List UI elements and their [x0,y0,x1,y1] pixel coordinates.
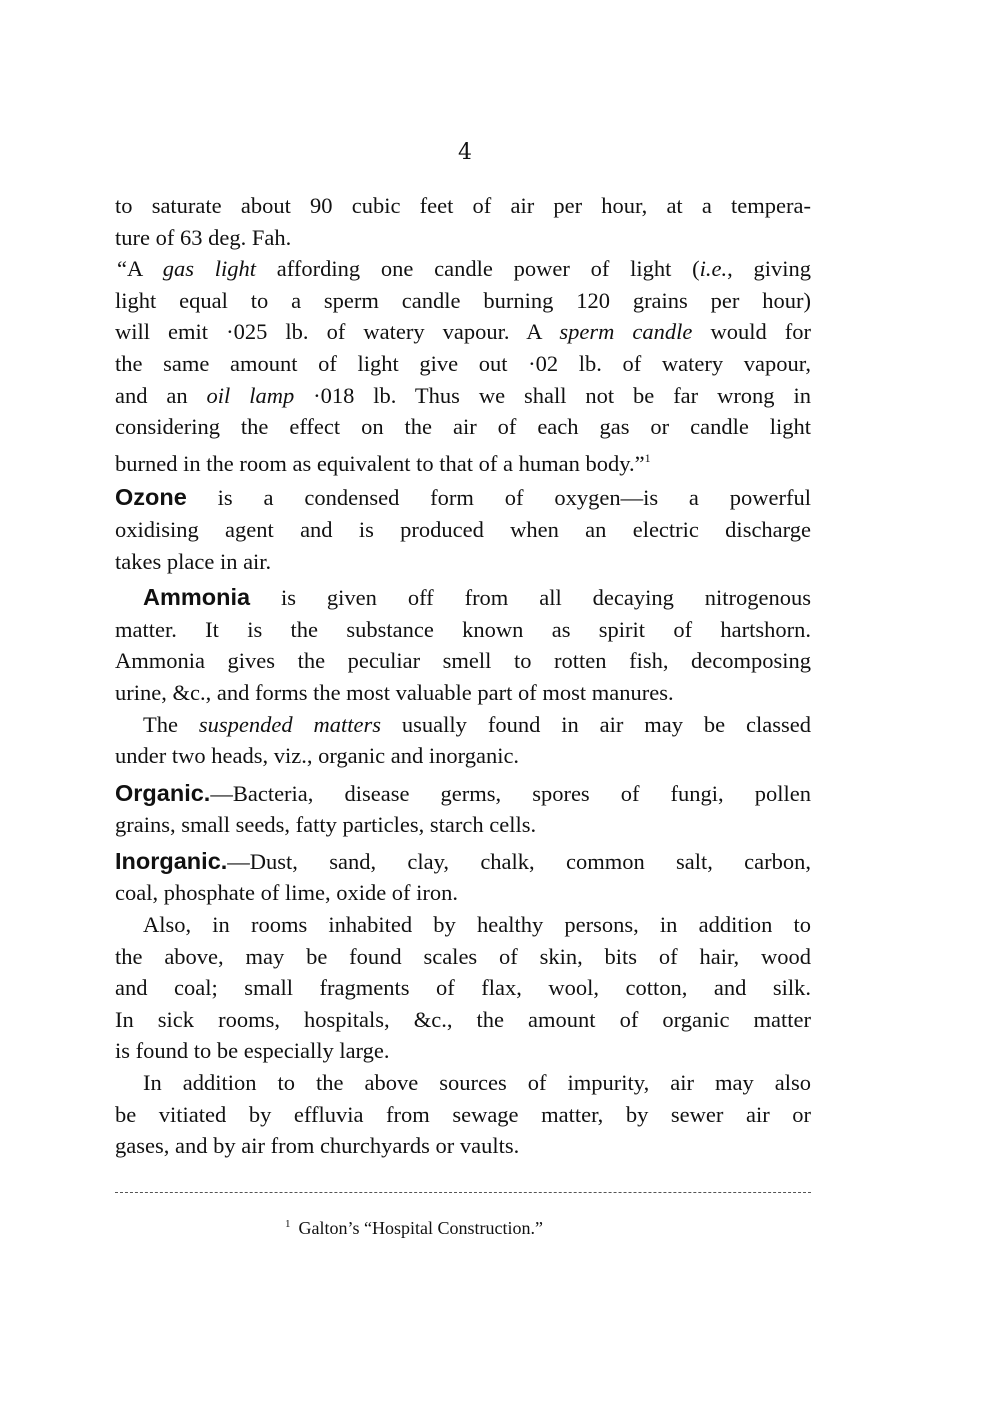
paragraph [115,1067,811,1162]
text-run: —Dust, sand, clay, chalk, common salt, carbon, [227,848,811,874]
text-run: sperm candle [559,319,693,345]
text-run: gases, and by air from churchyards or vaults. [115,1133,520,1159]
text-run: Ammonia gives the peculiar smell to rotten fish, decomposing [115,648,811,674]
text-line [115,190,811,222]
text-run: affording one candle power of light ( [256,256,700,282]
text-run: considering the effect on the air of each gas or candle light [115,414,811,440]
text-line [115,546,811,578]
footnote-divider [115,1192,811,1193]
paragraph [115,482,811,577]
text-line [115,1067,811,1099]
text-run: be vitiated by effluvia from sewage matter, by sewer air or [115,1101,811,1127]
text-line [115,972,811,1004]
text-run: ·018 lb. Thus we shall not be far wrong in [294,382,811,408]
text-line [115,1130,811,1162]
footnote-marker: 1 [285,1218,291,1230]
section-heading: Inorganic. [115,847,228,874]
text-run: and coal; small fragments of flax, wool, cotton, and silk. [115,975,811,1001]
text-run: burned in the room as equivalent to that of a human body.” [115,450,645,476]
footnote [285,1218,543,1239]
text-run: is found to be especially large. [115,1038,390,1064]
text-line [115,222,811,254]
paragraph [115,582,811,708]
text-line [115,1035,811,1067]
text-run: the same amount of light give out ·02 lb. of watery vapour, [115,350,811,376]
text-run: In sick rooms, hospitals, &c., the amount of organic matter [115,1006,811,1032]
text-run: and an [115,382,207,408]
text-line [115,443,811,475]
text-run: , giving [727,256,811,282]
text-run: under two heads, viz., organic and inorganic. [115,743,520,769]
text-run: suspended matters [198,711,382,737]
footnote-text: Galton’s “Hospital Construction.” [298,1218,543,1238]
text-line [115,645,811,677]
paragraph [115,253,811,474]
paragraph [115,778,811,841]
text-line [115,677,811,709]
text-run: Also, in rooms inhabited by healthy persons, in addition to [143,912,811,938]
text-run: is given off from all decaying nitrogenous [250,585,811,611]
text-line [115,809,811,841]
text-run: light equal to a sperm candle burning 120 grains per hour) [115,287,811,313]
footnote-reference: 1 [644,450,651,465]
text-run: matter. It is the substance known as spirit of hartshorn. [115,616,811,642]
text-line [115,846,811,878]
text-line [115,1004,811,1036]
text-line [115,709,811,741]
text-run: will emit ·025 lb. of watery vapour. A [115,319,560,345]
text-line [115,582,811,614]
text-line [115,514,811,546]
page-number: 4 [458,140,472,165]
text-line [115,253,811,285]
text-line [115,877,811,909]
section-heading: Ozone [115,484,187,511]
text-line [115,614,811,646]
paragraph [115,909,811,1067]
paragraph [115,846,811,909]
text-run: oxidising agent and is produced when an electric discharge [115,516,811,542]
text-line [115,1099,811,1131]
text-run: gas light [162,256,257,282]
text-run: “A [117,256,163,282]
text-run: In addition to the above sources of impurity, air may also [143,1070,811,1096]
text-line [115,411,811,443]
text-run: to saturate about 90 cubic feet of air per hour, at a tempera- [115,193,811,218]
text-line [115,348,811,380]
text-run: grains, small seeds, fatty particles, starch cells. [115,812,537,838]
section-heading: Ammonia [143,584,251,611]
text-line [115,740,811,772]
text-line [115,482,811,514]
text-line [115,380,811,412]
text-run: urine, &c., and forms the most valuable part of most manures. [115,679,674,705]
section-heading: Organic. [115,779,211,806]
text-run: takes place in air. [115,548,272,574]
text-run: oil lamp [206,382,295,408]
text-run: coal, phosphate of lime, oxide of iron. [115,880,459,906]
text-line [115,941,811,973]
text-run: —Bacteria, disease germs, spores of fungi, pollen [210,780,811,806]
text-run: is a condensed form of oxygen—is a powerful [186,485,811,511]
paragraph [115,709,811,772]
paragraph [115,190,811,253]
text-line [115,778,811,810]
text-run: the above, may be found scales of skin, bits of hair, wood [115,943,811,969]
text-line [115,285,811,317]
text-run: The [143,711,199,737]
text-run: ture of 63 deg. Fah. [115,224,292,250]
text-line [115,316,811,348]
text-run: usually found in air may be classed [381,711,811,737]
body-text [115,190,811,1162]
text-line [115,909,811,941]
text-run: would for [692,319,811,345]
text-run: i.e. [699,256,728,282]
